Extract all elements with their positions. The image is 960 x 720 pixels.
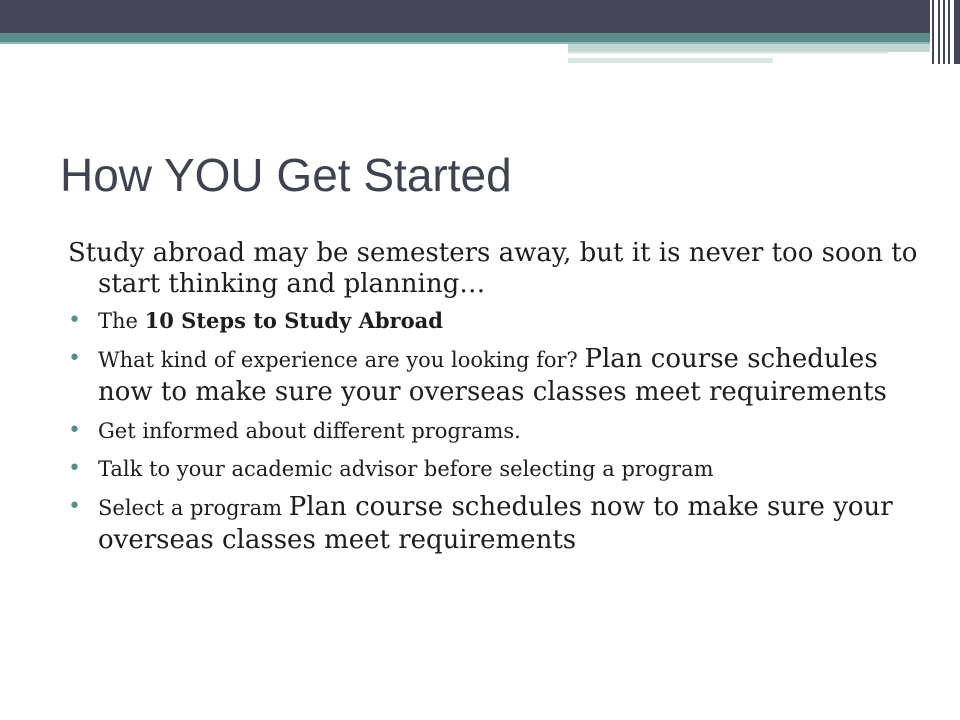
bullet-icon: • (68, 346, 81, 371)
bullet-text: Select a program (98, 496, 289, 520)
list-item (68, 344, 938, 410)
bullet-text-large: Plan course schedules now to make sure your overseas classes meet requirements (98, 492, 893, 555)
bullet-icon: • (68, 418, 81, 443)
bullet-icon: • (68, 494, 81, 519)
bullet-text: Talk to your academic advisor before selecting a program (98, 457, 714, 481)
banner-light-line (568, 52, 888, 54)
banner-light-strip (568, 58, 773, 63)
slide-title: How YOU Get Started (60, 149, 512, 201)
bullet-list (68, 306, 938, 558)
list-item (68, 416, 938, 448)
banner-vline (954, 0, 960, 64)
banner-teal-bar (0, 33, 930, 42)
banner-light-bar (568, 44, 930, 52)
list-item (68, 454, 938, 486)
bullet-text-large: Plan course schedules now to make sure your overseas classes meet requirements (98, 344, 887, 407)
banner-vline (932, 0, 934, 64)
list-item (68, 306, 938, 338)
bullet-text: What kind of experience are you looking for? (98, 348, 585, 372)
banner-vline (943, 0, 945, 64)
banner-vline (948, 0, 950, 64)
bullet-text-bold: 10 Steps to Study Abroad (144, 308, 443, 333)
bullet-text: The (98, 309, 145, 333)
banner-dark-bar (0, 0, 960, 33)
banner-vline (938, 0, 940, 64)
bullet-icon: • (68, 308, 81, 333)
list-item (68, 492, 938, 558)
banner-vertical-lines (930, 0, 960, 64)
bullet-text: Get informed about different programs. (98, 419, 521, 443)
bullet-icon: • (68, 456, 81, 481)
intro-paragraph: Study abroad may be semesters away, but it is never too soon to start thinking and planning… (68, 238, 918, 299)
slide-body (68, 238, 938, 564)
